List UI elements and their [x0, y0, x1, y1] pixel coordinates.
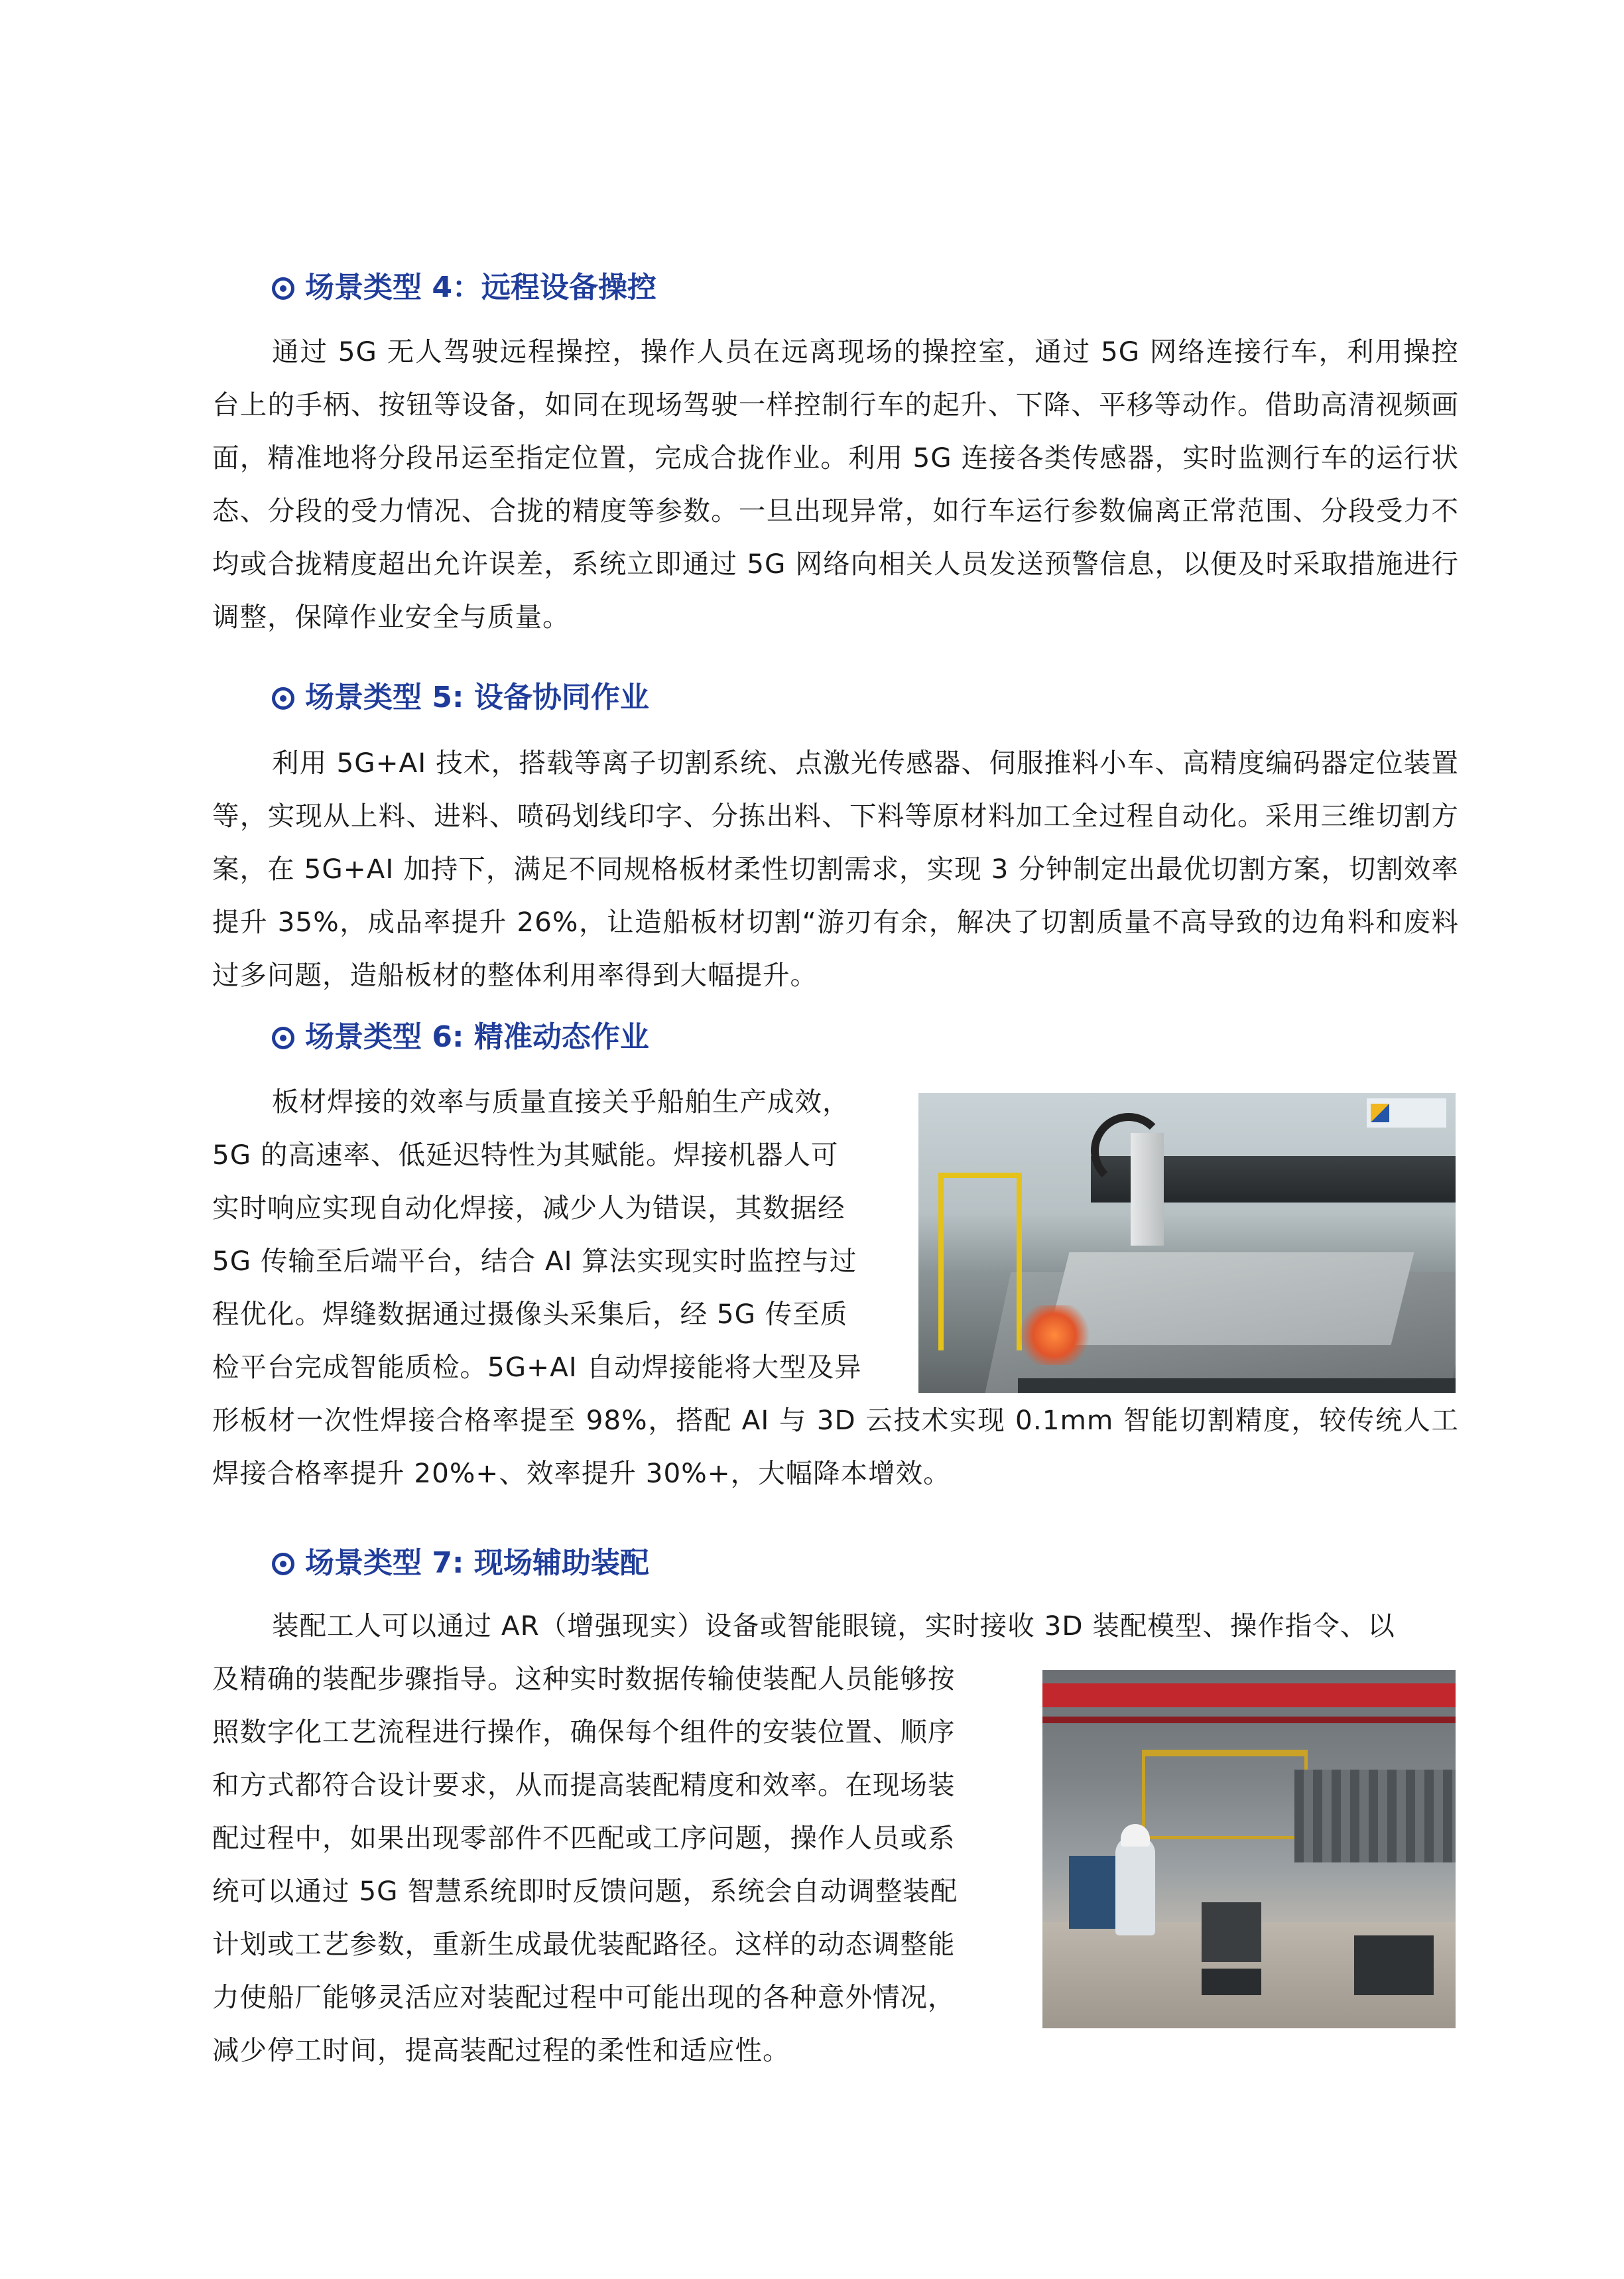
cutting-head — [1131, 1133, 1164, 1246]
section7-first-line: 装配工人可以通过 AR（增强现实）设备或智能眼镜，实时接收 3D 装配模型、操作指令、以 — [272, 1610, 1395, 1642]
equipment-cart-base — [1202, 1969, 1261, 1995]
steel-rack — [1294, 1770, 1456, 1862]
text-line: 力使船厂能够灵活应对装配过程中可能出现的各种意外情况， — [212, 1981, 956, 2013]
welding-glow — [1018, 1305, 1091, 1365]
text-line: 板材焊接的效率与质量直接关乎船舶生产成效， — [272, 1086, 850, 1118]
section5-heading-text: 场景类型 5: 设备协同作业 — [305, 681, 649, 714]
section7-heading-text: 场景类型 7: 现场辅助装配 — [305, 1546, 649, 1580]
yellow-safety-frame — [938, 1173, 1022, 1350]
text-line: 统可以通过 5G 智慧系统即时反馈问题，系统会自动调整装配 — [212, 1875, 958, 1907]
text-line: 及精确的装配步骤指导。这种实时数据传输使装配人员能够按 — [212, 1663, 956, 1695]
text-line: 程优化。焊缝数据通过摄像头采集后，经 5G 传至质 — [212, 1298, 848, 1330]
text-line: 计划或工艺参数，重新生成最优装配路径。这样的动态调整能 — [212, 1928, 956, 1960]
shipyard-workshop-photo — [1042, 1670, 1456, 2028]
worker-figure — [1115, 1836, 1155, 1935]
section6-heading-text: 场景类型 6: 精准动态作业 — [305, 1020, 649, 1054]
welding-machine-photo — [918, 1093, 1456, 1393]
section5-heading — [272, 678, 649, 718]
company-logo — [1367, 1098, 1446, 1128]
scaffold — [1142, 1750, 1308, 1839]
steel-plate — [1046, 1252, 1414, 1345]
section6-heading — [272, 1017, 649, 1057]
bullet-icon — [272, 1027, 294, 1049]
text-line: 5G 的高速率、低延迟特性为其赋能。焊接机器人可 — [212, 1139, 839, 1171]
equipment-cart — [1354, 1935, 1434, 1995]
bullet-icon — [272, 1553, 294, 1575]
bullet-icon — [272, 277, 294, 300]
section7-heading — [272, 1543, 649, 1583]
text-line: 配过程中，如果出现零部件不匹配或工序问题，操作人员或系 — [212, 1822, 956, 1854]
equipment-cart — [1202, 1902, 1261, 1962]
machine-rail — [1018, 1378, 1456, 1393]
crane-beam-shadow — [1042, 1717, 1456, 1723]
text-line: 照数字化工艺流程进行操作，确保每个组件的安装位置、顺序 — [212, 1716, 956, 1748]
section6-body-tail: 形板材一次性焊接合格率提至 98%，搭配 AI 与 3D 云技术实现 0.1mm 智能切割精度，较传统人工焊接合格率提升 20%+、效率提升 30%+，大幅降本增效。 — [212, 1404, 1459, 1489]
section7-last-line: 减少停工时间，提高装配过程的柔性和适应性。 — [212, 2034, 790, 2066]
equipment-cabinet — [1069, 1856, 1115, 1929]
text-line: 和方式都符合设计要求，从而提高装配精度和效率。在现场装 — [212, 1769, 956, 1801]
text-line: 实时响应实现自动化焊接，减少人为错误，其数据经 — [212, 1192, 845, 1224]
section4-heading — [272, 268, 656, 308]
section7-body-wrapped — [212, 1652, 1028, 2024]
text-line: 检平台完成智能质检。5G+AI 自动焊接能将大型及异 — [212, 1351, 862, 1383]
red-crane-beam — [1042, 1683, 1456, 1707]
text-line: 5G 传输至后端平台，结合 AI 算法实现实时监控与过 — [212, 1245, 857, 1277]
section4-body: 通过 5G 无人驾驶远程操控，操作人员在远离现场的操控室，通过 5G 网络连接行车，利用操控台上的手柄、按钮等设备，如同在现场驾驶一样控制行车的起升、下降、平移等动作。借助高清视频画面，精准地将分段吊运至指定位置，完成合拢作业。利用 5G 连接各类传感器，实时监测行车的运行状态、分段的受力情况、合拢的精度等参数。一旦出现异常，如行车运行参数偏离正常范围、分段受力不均或合拢精度超出允许误差，系统立即通过 5G 网络向相关人员发送预警信息，以便及时采取措施进行调整，保障作业安全与质量。 — [212, 336, 1459, 633]
section5-body: 利用 5G+AI 技术，搭载等离子切割系统、点激光传感器、伺服推料小车、高精度编码器定位装置等，实现从上料、进料、喷码划线印字、分拣出料、下料等原材料加工全过程自动化。采用三维切割方案，在 5G+AI 加持下，满足不同规格板材柔性切割需求，实现 3 分钟制定出最优切割方案，切割效率提升 35%，成品率提升 26%，让造船板材切割“游刃有余，解决了切割质量不高导致的边角料和废料过多问题，造船板材的整体利用率得到大幅提升。 — [212, 747, 1459, 991]
section6-body-wrapped — [212, 1075, 915, 1394]
section4-heading-text: 场景类型 4：远程设备操控 — [305, 271, 656, 304]
bullet-icon — [272, 687, 294, 710]
